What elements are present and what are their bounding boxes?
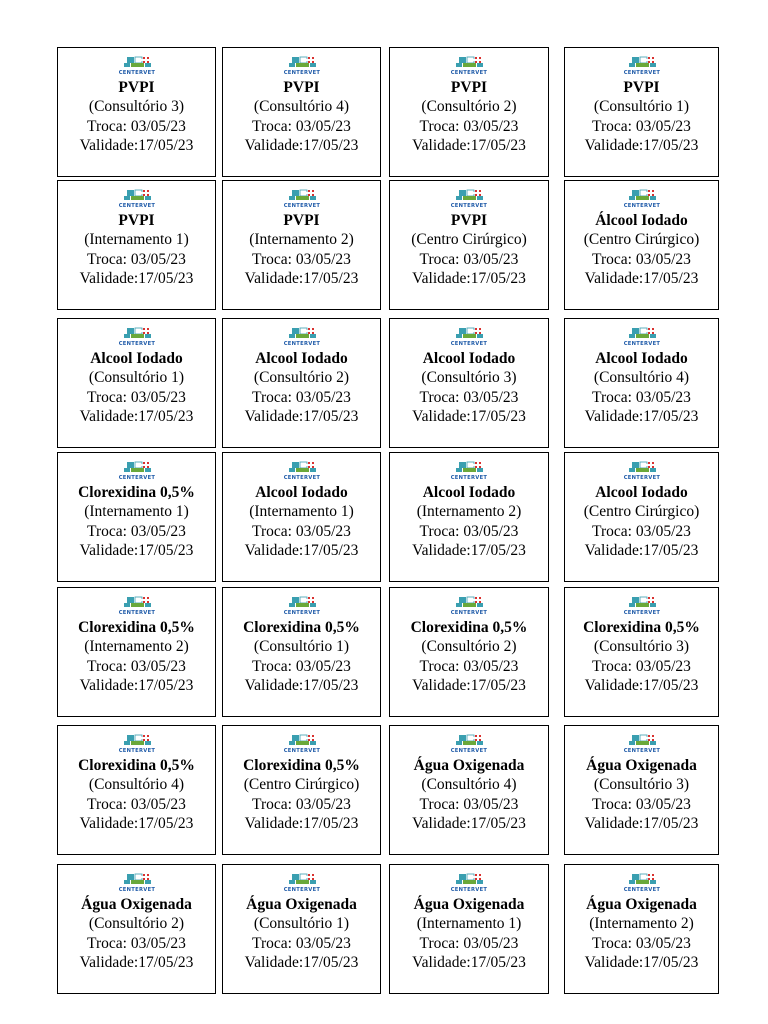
label-card <box>222 864 381 994</box>
product-title: Alcool Iodado <box>422 484 516 501</box>
product-title: Água Oxigenada <box>413 896 525 913</box>
product-title: PVPI <box>283 79 320 96</box>
location-text: (Consultório 3) <box>421 369 517 386</box>
centervet-logo-icon <box>612 596 672 616</box>
centervet-logo-text: CENTERVET <box>450 475 488 481</box>
troca-date: Troca: 03/05/23 <box>419 934 519 952</box>
centervet-logo-icon <box>107 56 167 76</box>
troca-date: Troca: 03/05/23 <box>252 522 351 540</box>
label-card <box>389 318 549 448</box>
troca-date: Troca: 03/05/23 <box>87 657 186 675</box>
centervet-logo-text: CENTERVET <box>118 341 155 347</box>
label-card <box>222 587 381 717</box>
label-card <box>389 452 549 582</box>
product-title: PVPI <box>118 212 155 229</box>
centervet-logo-icon <box>612 461 672 481</box>
location-text: (Internamento 2) <box>249 231 354 248</box>
centervet-logo-icon <box>272 461 332 481</box>
location-text: (Consultório 2) <box>253 369 350 386</box>
product-title: Alcool Iodado <box>595 350 688 367</box>
validade-date: Validade:17/05/23 <box>584 954 699 971</box>
validade-date: Validade:17/05/23 <box>584 270 699 287</box>
centervet-logo-icon <box>439 327 499 347</box>
label-card <box>564 725 719 855</box>
location-text: (Consultório 1) <box>88 369 185 386</box>
label-card <box>57 318 216 448</box>
validade-date: Validade:17/05/23 <box>584 137 699 154</box>
validade-date: Validade:17/05/23 <box>244 270 359 287</box>
centervet-logo-icon <box>439 734 499 754</box>
centervet-logo-text: CENTERVET <box>450 610 488 616</box>
validade-date: Validade:17/05/23 <box>79 270 194 287</box>
troca-date: Troca: 03/05/23 <box>87 250 186 268</box>
centervet-logo-text: CENTERVET <box>623 203 660 209</box>
validade-date: Validade:17/05/23 <box>412 270 526 287</box>
product-title: Alcool Iodado <box>255 484 348 501</box>
product-title: Clorexidina 0,5% <box>78 757 195 774</box>
label-card <box>389 47 549 177</box>
validade-date: Validade:17/05/23 <box>584 815 699 832</box>
validade-date: Validade:17/05/23 <box>412 815 526 832</box>
centervet-logo-text: CENTERVET <box>118 203 155 209</box>
product-title: Clorexidina 0,5% <box>583 619 700 636</box>
product-title: Água Oxigenada <box>586 896 697 913</box>
centervet-logo-text: CENTERVET <box>450 887 488 893</box>
label-card <box>57 587 216 717</box>
centervet-logo-text: CENTERVET <box>118 748 155 754</box>
troca-date: Troca: 03/05/23 <box>252 250 351 268</box>
centervet-logo-icon <box>439 56 499 76</box>
location-text: (Consultório 4) <box>593 369 690 386</box>
centervet-logo-text: CENTERVET <box>623 70 660 76</box>
product-title: Alcool Iodado <box>422 350 516 367</box>
product-title: Alcool Iodado <box>595 484 688 501</box>
validade-date: Validade:17/05/23 <box>79 677 194 694</box>
validade-date: Validade:17/05/23 <box>79 954 194 971</box>
validade-date: Validade:17/05/23 <box>584 677 699 694</box>
troca-date: Troca: 03/05/23 <box>592 657 691 675</box>
label-card <box>57 180 216 310</box>
validade-date: Validade:17/05/23 <box>412 542 526 559</box>
centervet-logo-icon <box>272 189 332 209</box>
product-title: Água Oxigenada <box>246 896 357 913</box>
centervet-logo-text: CENTERVET <box>623 610 660 616</box>
centervet-logo-icon <box>272 596 332 616</box>
troca-date: Troca: 03/05/23 <box>419 388 519 406</box>
product-title: PVPI <box>283 212 320 229</box>
product-title: Água Oxigenada <box>413 757 525 774</box>
label-card <box>564 452 719 582</box>
validade-date: Validade:17/05/23 <box>244 954 359 971</box>
label-card <box>564 47 719 177</box>
product-title: PVPI <box>118 79 155 96</box>
location-text: (Consultório 2) <box>88 915 185 932</box>
label-card <box>389 864 549 994</box>
centervet-logo-text: CENTERVET <box>283 610 320 616</box>
label-card <box>389 725 549 855</box>
troca-date: Troca: 03/05/23 <box>252 117 351 135</box>
troca-date: Troca: 03/05/23 <box>252 388 351 406</box>
troca-date: Troca: 03/05/23 <box>87 934 186 952</box>
validade-date: Validade:17/05/23 <box>584 542 699 559</box>
troca-date: Troca: 03/05/23 <box>592 388 691 406</box>
location-text: (Internamento 2) <box>416 503 522 520</box>
location-text: (Centro Cirúrgico) <box>583 231 700 248</box>
location-text: (Centro Cirúrgico) <box>411 231 527 248</box>
validade-date: Validade:17/05/23 <box>244 137 359 154</box>
centervet-logo-icon <box>107 327 167 347</box>
label-card <box>222 47 381 177</box>
location-text: (Consultório 4) <box>253 98 350 115</box>
validade-date: Validade:17/05/23 <box>244 815 359 832</box>
location-text: (Centro Cirúrgico) <box>583 503 700 520</box>
centervet-logo-text: CENTERVET <box>623 748 660 754</box>
label-card <box>564 864 719 994</box>
validade-date: Validade:17/05/23 <box>412 677 526 694</box>
label-card <box>389 180 549 310</box>
troca-date: Troca: 03/05/23 <box>592 522 691 540</box>
location-text: (Consultório 1) <box>253 638 350 655</box>
centervet-logo-text: CENTERVET <box>118 610 155 616</box>
troca-date: Troca: 03/05/23 <box>419 250 519 268</box>
label-card <box>57 864 216 994</box>
location-text: (Internamento 1) <box>249 503 354 520</box>
centervet-logo-text: CENTERVET <box>623 341 660 347</box>
product-title: Água Oxigenada <box>81 896 192 913</box>
validade-date: Validade:17/05/23 <box>79 815 194 832</box>
centervet-logo-text: CENTERVET <box>450 203 488 209</box>
product-title: Água Oxigenada <box>586 757 697 774</box>
product-title: PVPI <box>623 79 660 96</box>
label-card <box>564 587 719 717</box>
centervet-logo-icon <box>272 56 332 76</box>
centervet-logo-text: CENTERVET <box>118 70 155 76</box>
centervet-logo-icon <box>107 461 167 481</box>
troca-date: Troca: 03/05/23 <box>419 117 519 135</box>
validade-date: Validade:17/05/23 <box>244 677 359 694</box>
centervet-logo-icon <box>107 189 167 209</box>
troca-date: Troca: 03/05/23 <box>87 795 186 813</box>
label-card <box>57 47 216 177</box>
label-card <box>389 587 549 717</box>
product-title: Alcool Iodado <box>90 350 183 367</box>
product-title: Clorexidina 0,5% <box>243 619 360 636</box>
label-card <box>222 180 381 310</box>
validade-date: Validade:17/05/23 <box>584 408 699 425</box>
troca-date: Troca: 03/05/23 <box>252 795 351 813</box>
troca-date: Troca: 03/05/23 <box>87 117 186 135</box>
centervet-logo-icon <box>439 461 499 481</box>
centervet-logo-text: CENTERVET <box>118 475 155 481</box>
location-text: (Consultório 3) <box>88 98 185 115</box>
centervet-logo-text: CENTERVET <box>283 70 320 76</box>
troca-date: Troca: 03/05/23 <box>592 934 691 952</box>
centervet-logo-icon <box>439 873 499 893</box>
product-title: Alcool Iodado <box>255 350 348 367</box>
label-card <box>564 180 719 310</box>
validade-date: Validade:17/05/23 <box>412 408 526 425</box>
location-text: (Consultório 1) <box>253 915 350 932</box>
centervet-logo-text: CENTERVET <box>283 475 320 481</box>
location-text: (Internamento 1) <box>84 231 189 248</box>
product-title: Clorexidina 0,5% <box>410 619 528 636</box>
troca-date: Troca: 03/05/23 <box>252 657 351 675</box>
location-text: (Consultório 3) <box>593 776 690 793</box>
centervet-logo-icon <box>107 873 167 893</box>
product-title: PVPI <box>450 79 488 96</box>
centervet-logo-text: CENTERVET <box>450 748 488 754</box>
troca-date: Troca: 03/05/23 <box>592 117 691 135</box>
centervet-logo-icon <box>272 327 332 347</box>
troca-date: Troca: 03/05/23 <box>87 522 186 540</box>
label-card <box>57 725 216 855</box>
centervet-logo-text: CENTERVET <box>283 887 320 893</box>
location-text: (Centro Cirúrgico) <box>243 776 360 793</box>
centervet-logo-text: CENTERVET <box>450 70 488 76</box>
location-text: (Consultório 3) <box>593 638 690 655</box>
location-text: (Consultório 2) <box>421 638 517 655</box>
product-title: PVPI <box>450 212 488 229</box>
validade-date: Validade:17/05/23 <box>244 542 359 559</box>
centervet-logo-icon <box>107 734 167 754</box>
centervet-logo-icon <box>612 56 672 76</box>
product-title: Clorexidina 0,5% <box>78 619 195 636</box>
location-text: (Consultório 4) <box>421 776 517 793</box>
location-text: (Consultório 4) <box>88 776 185 793</box>
centervet-logo-text: CENTERVET <box>118 887 155 893</box>
centervet-logo-icon <box>439 189 499 209</box>
centervet-logo-text: CENTERVET <box>623 887 660 893</box>
label-card <box>564 318 719 448</box>
centervet-logo-icon <box>612 327 672 347</box>
centervet-logo-text: CENTERVET <box>283 341 320 347</box>
validade-date: Validade:17/05/23 <box>79 542 194 559</box>
product-title: Clorexidina 0,5% <box>78 484 195 501</box>
centervet-logo-icon <box>612 189 672 209</box>
validade-date: Validade:17/05/23 <box>79 137 194 154</box>
troca-date: Troca: 03/05/23 <box>419 522 519 540</box>
troca-date: Troca: 03/05/23 <box>419 795 519 813</box>
validade-date: Validade:17/05/23 <box>79 408 194 425</box>
location-text: (Internamento 1) <box>84 503 189 520</box>
label-card <box>222 318 381 448</box>
validade-date: Validade:17/05/23 <box>412 137 526 154</box>
centervet-logo-icon <box>612 873 672 893</box>
location-text: (Internamento 2) <box>84 638 189 655</box>
troca-date: Troca: 03/05/23 <box>87 388 186 406</box>
centervet-logo-icon <box>439 596 499 616</box>
centervet-logo-text: CENTERVET <box>623 475 660 481</box>
troca-date: Troca: 03/05/23 <box>252 934 351 952</box>
troca-date: Troca: 03/05/23 <box>592 795 691 813</box>
centervet-logo-text: CENTERVET <box>450 341 488 347</box>
location-text: (Internamento 1) <box>416 915 522 932</box>
validade-date: Validade:17/05/23 <box>412 954 526 971</box>
centervet-logo-icon <box>612 734 672 754</box>
label-card <box>57 452 216 582</box>
centervet-logo-icon <box>272 873 332 893</box>
product-title: Álcool Iodado <box>595 212 688 229</box>
centervet-logo-text: CENTERVET <box>283 748 320 754</box>
troca-date: Troca: 03/05/23 <box>592 250 691 268</box>
centervet-logo-icon <box>107 596 167 616</box>
centervet-logo-icon <box>272 734 332 754</box>
product-title: Clorexidina 0,5% <box>243 757 360 774</box>
centervet-logo-text: CENTERVET <box>283 203 320 209</box>
label-card <box>222 452 381 582</box>
validade-date: Validade:17/05/23 <box>244 408 359 425</box>
label-card <box>222 725 381 855</box>
location-text: (Consultório 1) <box>593 98 690 115</box>
location-text: (Internamento 2) <box>589 915 694 932</box>
location-text: (Consultório 2) <box>421 98 517 115</box>
troca-date: Troca: 03/05/23 <box>419 657 519 675</box>
